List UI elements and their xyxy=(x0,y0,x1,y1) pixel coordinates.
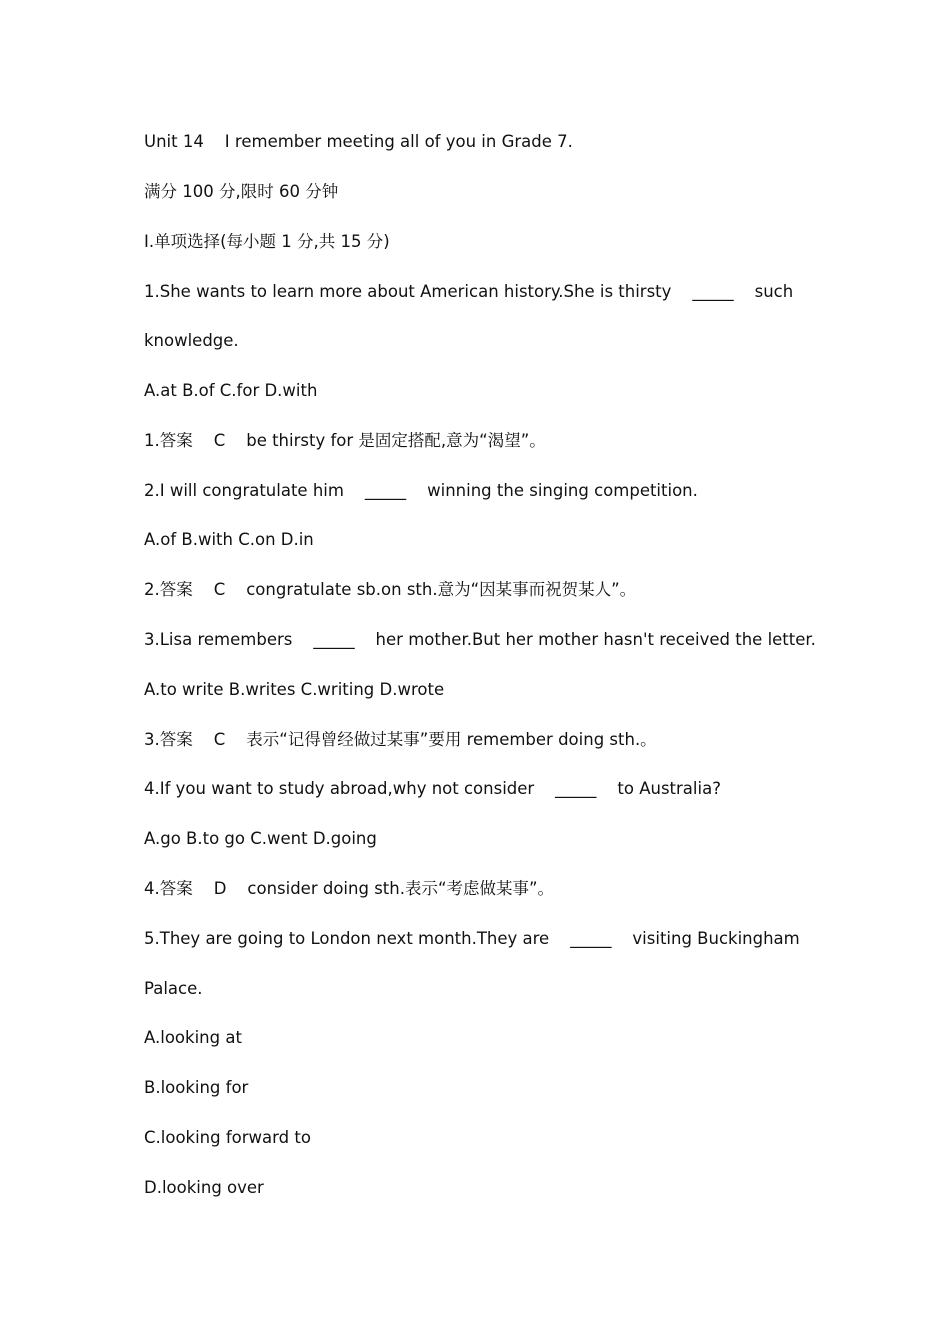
section-heading: Ⅰ.单项选择(每小题 1 分,共 15 分) xyxy=(144,232,390,251)
question-2: 2.I will congratulate him _____ winning the singing competition. xyxy=(144,481,698,500)
question-5-continued: Palace. xyxy=(144,979,203,998)
question-3-options: A.to write B.writes C.writing D.wrote xyxy=(144,680,445,699)
question-5-option-d: D.looking over xyxy=(144,1178,264,1197)
answer-2: 2.答案 C congratulate sb.on sth.意为“因某事而祝贺某人”。 xyxy=(144,580,637,599)
answer-3: 3.答案 C 表示“记得曾经做过某事”要用 remember doing sth.。 xyxy=(144,730,657,749)
question-4: 4.If you want to study abroad,why not consider _____ to Australia? xyxy=(144,779,721,798)
question-1-continued: knowledge. xyxy=(144,331,239,350)
question-1: 1.She wants to learn more about American history.She is thirsty _____ such xyxy=(144,282,794,301)
question-5-option-b: B.looking for xyxy=(144,1078,249,1097)
question-2-options: A.of B.with C.on D.in xyxy=(144,530,314,549)
exam-meta: 满分 100 分,限时 60 分钟 xyxy=(144,182,339,201)
document-title: Unit 14 I remember meeting all of you in Grade 7. xyxy=(144,132,573,151)
answer-1: 1.答案 C be thirsty for 是固定搭配,意为“渴望”。 xyxy=(144,431,546,450)
question-4-options: A.go B.to go C.went D.going xyxy=(144,829,377,848)
question-5-option-a: A.looking at xyxy=(144,1028,242,1047)
question-1-options: A.at B.of C.for D.with xyxy=(144,381,318,400)
question-3: 3.Lisa remembers _____ her mother.But her mother hasn't received the letter. xyxy=(144,630,816,649)
answer-4: 4.答案 D consider doing sth.表示“考虑做某事”。 xyxy=(144,879,555,898)
question-5-option-c: C.looking forward to xyxy=(144,1128,311,1147)
question-5: 5.They are going to London next month.They are _____ visiting Buckingham xyxy=(144,929,800,948)
